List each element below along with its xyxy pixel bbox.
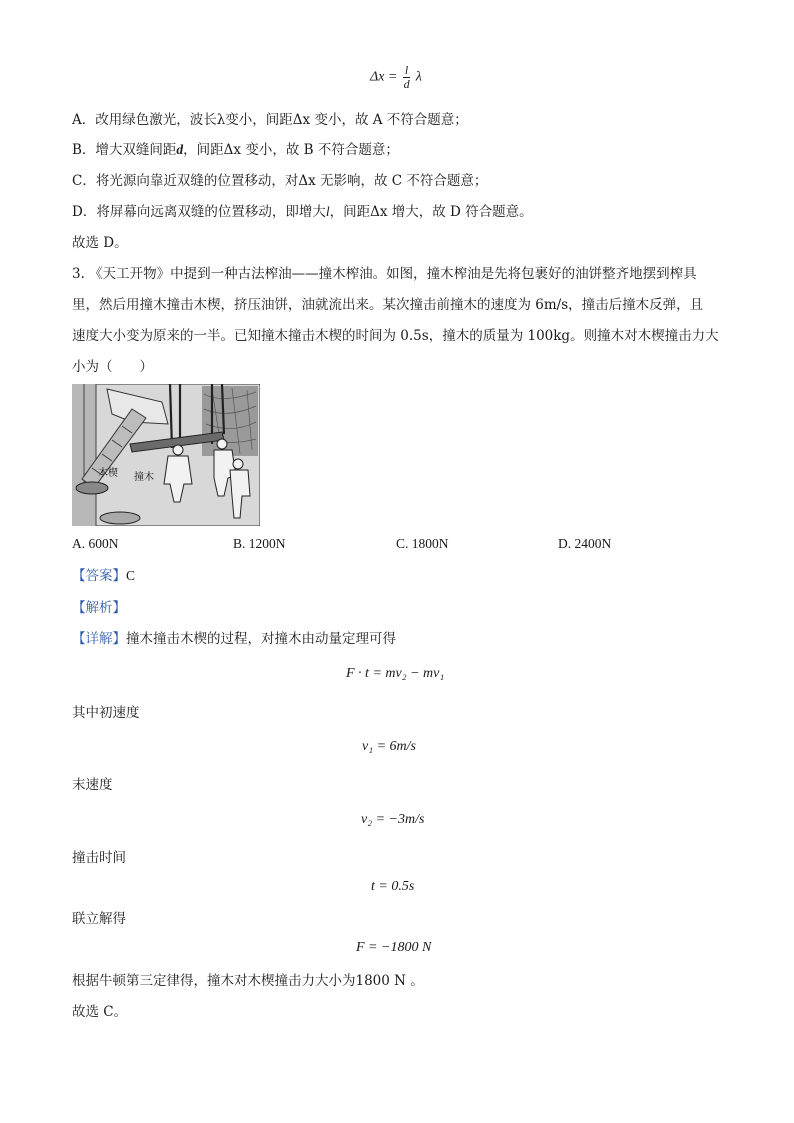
solution2-option-d	[72, 202, 533, 222]
detail-line	[72, 629, 396, 649]
solution2-option-c: C．将光源向靠近双缝的位置移动，对Δx 无影响，故 C 不符合题意；	[72, 173, 488, 189]
answer-value: C	[126, 568, 136, 583]
question3-line1: 3. 《天工开物》中提到一种古法榨油——撞木榨油。如图，撞木榨油是先将包裹好的油饼整齐地摆到榨具	[72, 266, 697, 282]
solution2-option-b-pre: B．增大双缝间距	[72, 142, 177, 158]
analysis-tag: 【解析】	[72, 600, 126, 616]
formula-fraction	[403, 64, 410, 91]
formula-numerator: l	[404, 63, 409, 77]
detail-text: 撞木撞击木楔的过程，对撞木由动量定理可得	[126, 631, 396, 647]
question3-line2: 里，然后用撞木撞击木楔，挤压油饼，油就流出来。某次撞击前撞木的速度为 6m/s，撞击后撞木反弹，且	[72, 297, 704, 313]
answer-tag: 【答案】	[72, 568, 126, 584]
solution2-choose: 故选 D。	[72, 235, 128, 251]
solution2-option-b-post: ，间距Δx 变小，故 B 不符合题意；	[183, 142, 399, 158]
solution2-var-d: d	[176, 142, 184, 157]
answer-choose: 故选 C。	[72, 1004, 128, 1020]
solution2-option-a: A．改用绿色激光，波长λ变小，间距Δx 变小，故 A 不符合题意；	[72, 112, 468, 128]
solution2-option-b	[72, 140, 399, 160]
solution2-option-d-pre: D．将屏幕向远离双缝的位置移动，即增大	[72, 204, 326, 220]
equation-v1: v₁ = 6m/s	[362, 739, 416, 754]
detail-tag: 【详解】	[72, 631, 126, 647]
equation-force: F = −1800 N	[356, 940, 432, 955]
solution2-var-l: l	[325, 204, 330, 219]
question3-option-b: B. 1200N	[233, 536, 286, 551]
answer-line	[72, 566, 135, 586]
label-solve: 联立解得	[72, 911, 126, 927]
formula-lhs: Δx =	[370, 69, 398, 85]
question3-option-c: C. 1800N	[396, 536, 449, 551]
question3-line3: 速度大小变为原来的一半。已知撞木撞击木楔的时间为 0.5s，撞木的质量为 100kg。则撞木对木楔撞击力大	[72, 328, 719, 344]
figure-label-ram: 撞木	[134, 472, 154, 483]
solution2-option-d-post: ，间距Δx 增大，故 D 符合题意。	[329, 204, 533, 220]
conclusion-line: 根据牛顿第三定律得，撞木对木楔撞击力大小为1800 N 。	[72, 973, 424, 989]
figure-label-wedge: 木楔	[98, 468, 118, 479]
formula-interference	[370, 64, 422, 91]
formula-tail: λ	[415, 69, 422, 85]
equation-t: t = 0.5s	[371, 879, 415, 894]
equation-momentum: F · t = mv₂ − mv₁	[346, 666, 445, 681]
formula-denominator: d	[403, 77, 410, 91]
equation-v2: v₂ = −3m/s	[361, 812, 425, 827]
oil-press-illustration	[72, 384, 260, 526]
oil-press-drawing	[72, 384, 260, 526]
label-impact-time: 撞击时间	[72, 850, 126, 866]
question3-option-a: A. 600N	[72, 536, 119, 551]
label-final-velocity: 末速度	[72, 777, 113, 793]
question3-option-d: D. 2400N	[558, 536, 612, 551]
label-initial-velocity: 其中初速度	[72, 705, 140, 721]
question3-line4: 小为（ ）	[72, 359, 153, 375]
